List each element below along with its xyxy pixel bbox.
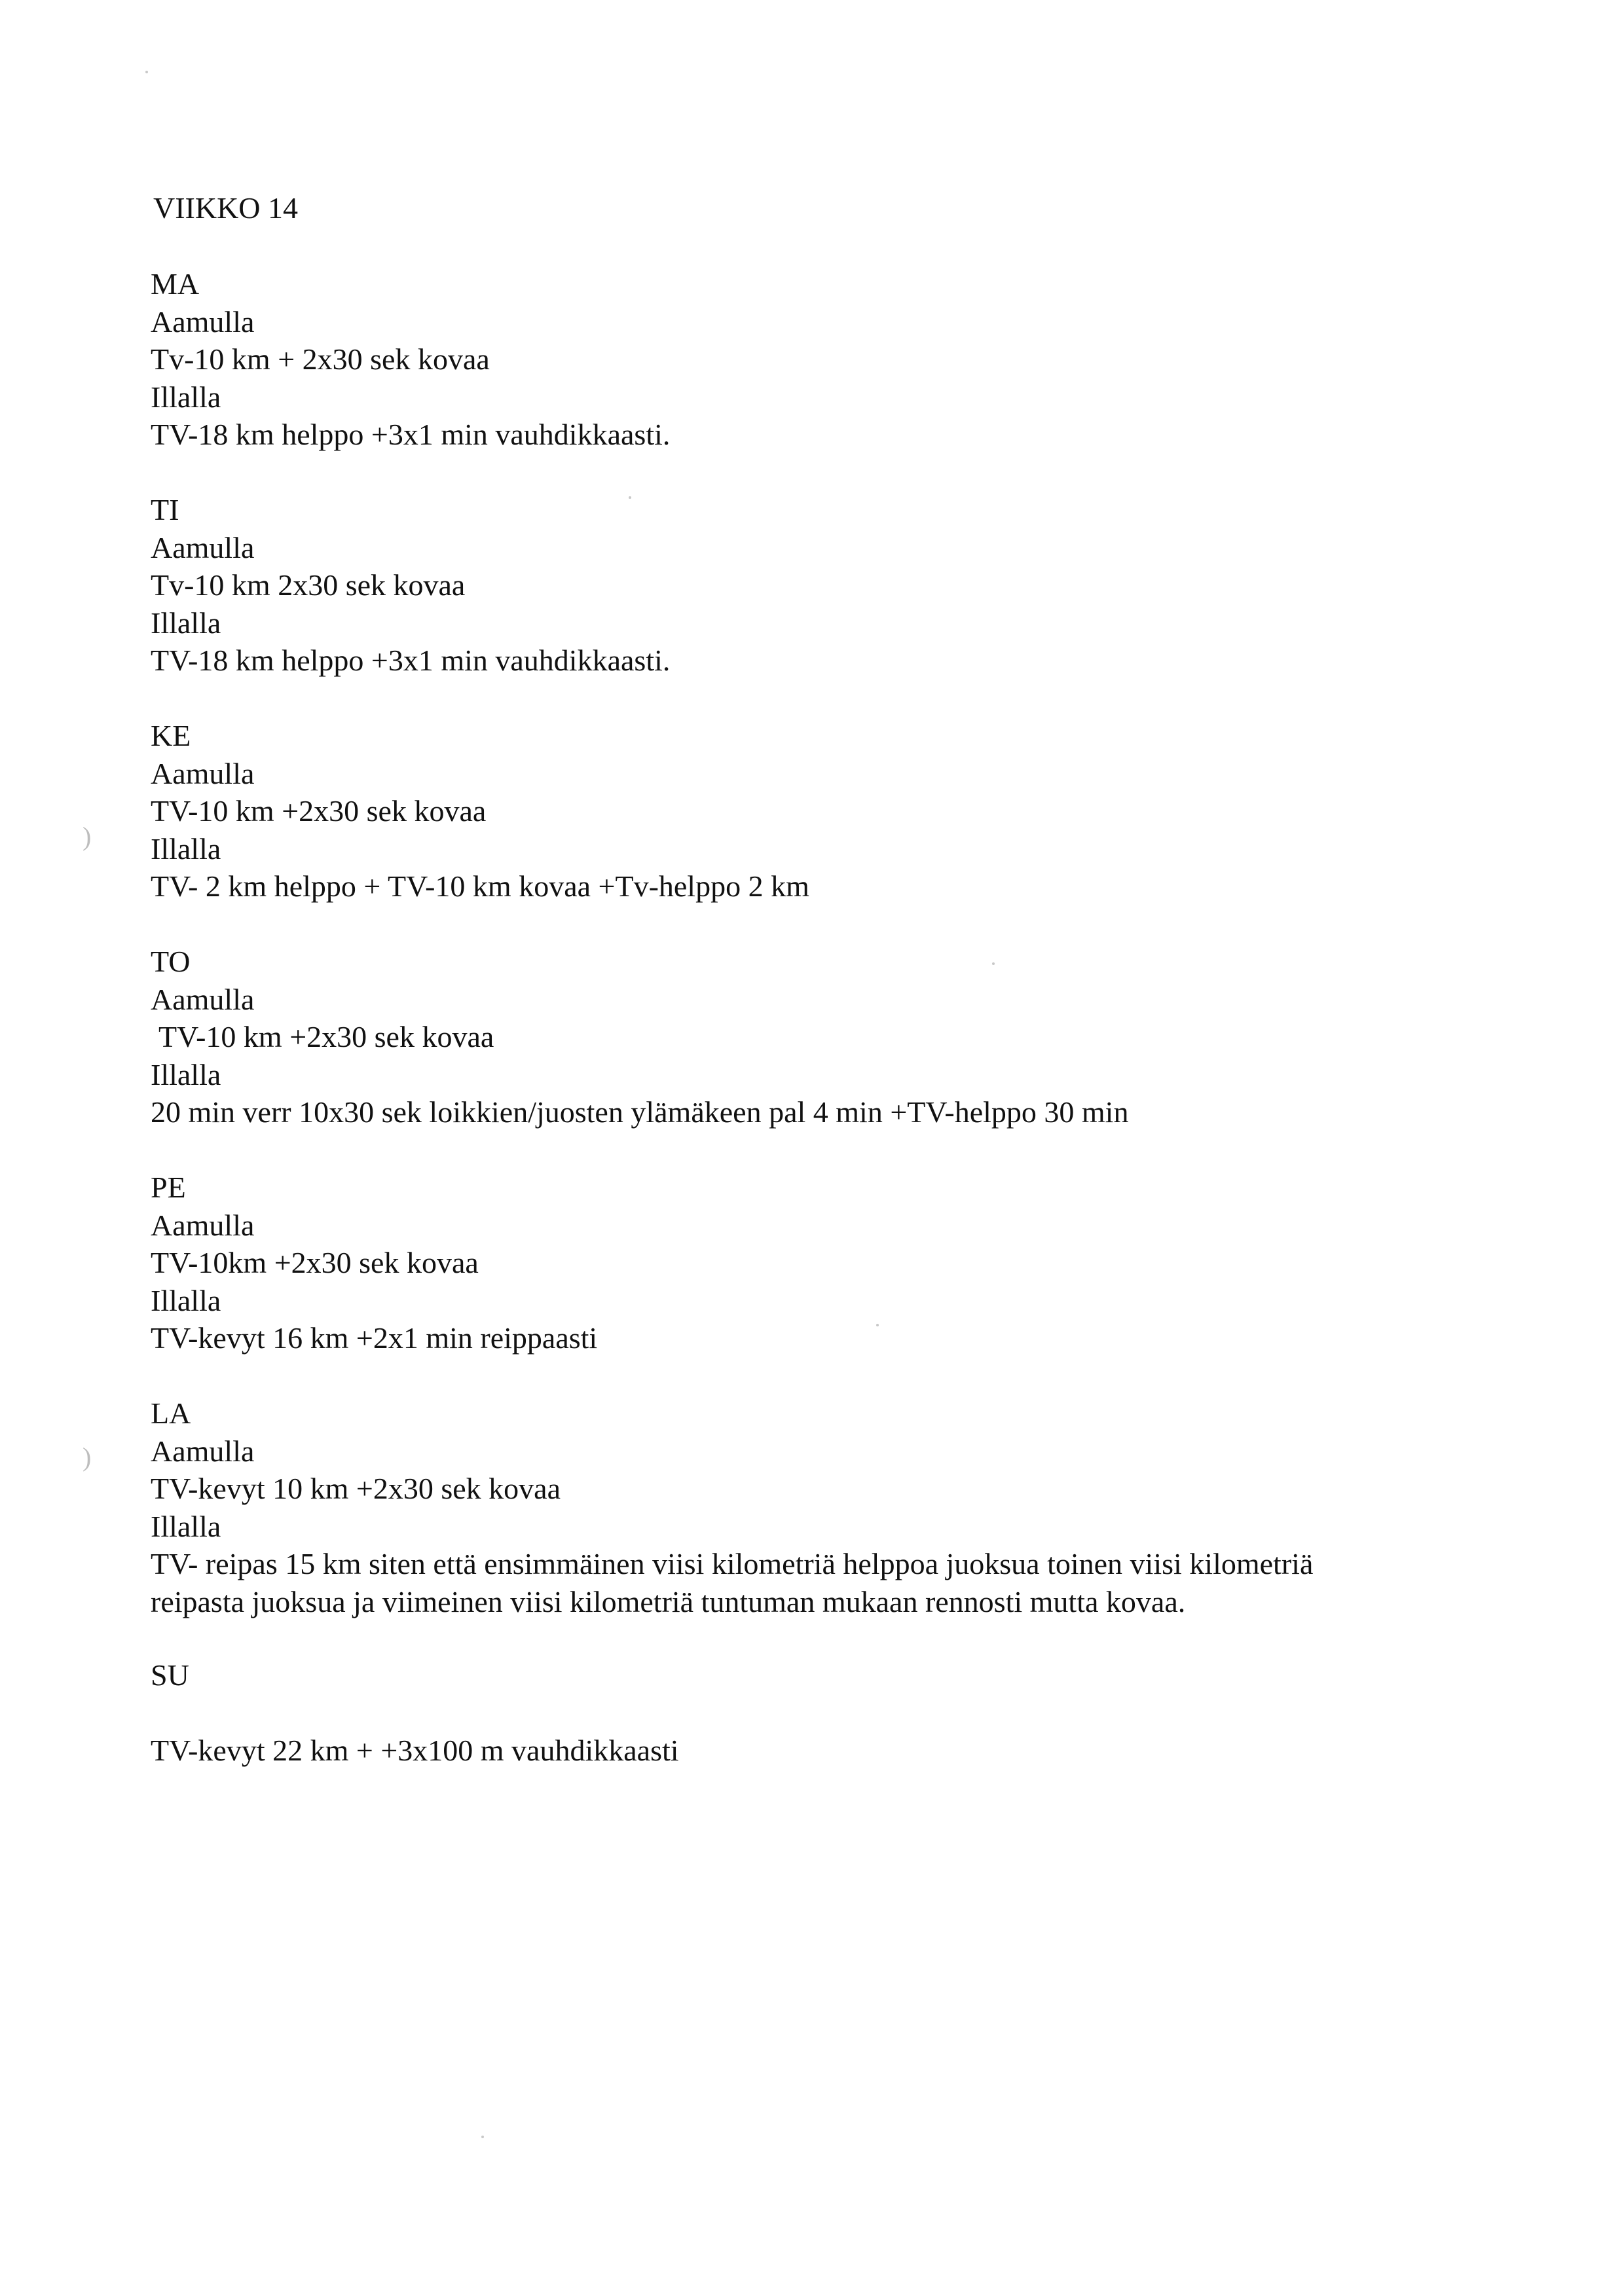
day-code: PE [151,1171,186,1204]
morning-workout: Tv-10 km 2x30 sek kovaa [151,568,466,602]
evening-workout: TV- 2 km helppo + TV-10 km kovaa +Tv-helppo 2 km [151,869,809,903]
evening-label: Illalla [151,831,221,866]
day-code: SU [151,1658,189,1692]
day-section-to [151,943,1526,1131]
day-section-ma [151,265,1526,454]
blank-line [151,1694,1526,1732]
day-section-ke [151,717,1526,905]
evening-label: Illalla [151,1509,221,1543]
evening-workout: TV-kevyt 16 km +2x1 min reippaasti [151,1321,598,1355]
day-code: TO [151,945,191,978]
margin-bracket-mark: ) [83,1442,92,1472]
scan-speck [876,1324,879,1326]
day-section-ti [151,491,1526,680]
scan-speck [629,496,631,499]
scan-speck [481,2136,484,2138]
evening-label: Illalla [151,606,221,640]
evening-label: Illalla [151,380,221,414]
morning-label: Aamulla [151,1208,255,1242]
evening-workout-line-2: reipasta juoksua ja viimeinen viisi kilometriä tuntuman mukaan rennosti mutta kovaa. [151,1584,1186,1618]
morning-label: Aamulla [151,530,255,564]
day-code: TI [151,493,179,526]
day-code: MA [151,267,200,301]
morning-label: Aamulla [151,1434,255,1468]
day-section-su [151,1656,1526,1770]
evening-workout: TV-18 km helppo +3x1 min vauhdikkaasti. [151,644,671,677]
evening-workout-line-1: TV- reipas 15 km siten että ensimmäinen viisi kilometriä helppoa juoksua toinen viisi kilometriä [151,1547,1314,1580]
morning-label: Aamulla [151,982,255,1016]
morning-label: Aamulla [151,756,255,790]
morning-workout: TV-kevyt 10 km +2x30 sek kovaa [151,1472,561,1505]
day-code: LA [151,1396,191,1430]
scan-speck [992,962,995,965]
morning-workout: TV-10 km +2x30 sek kovaa [151,794,487,828]
evening-workout: TV-18 km helppo +3x1 min vauhdikkaasti. [151,418,671,451]
evening-workout: 20 min verr 10x30 sek loikkien/juosten ylämäkeen pal 4 min +TV-helppo 30 min [151,1095,1129,1129]
workout-entry: TV-kevyt 22 km + +3x100 m vauhdikkaasti [151,1734,679,1767]
day-section-pe [151,1169,1526,1357]
morning-workout: TV-10 km +2x30 sek kovaa [158,1020,494,1053]
day-code: KE [151,719,191,752]
scan-speck [145,71,148,73]
day-section-la [151,1394,1526,1620]
margin-bracket-mark: ) [83,822,92,851]
evening-label: Illalla [151,1057,221,1091]
morning-label: Aamulla [151,304,255,338]
morning-workout: Tv-10 km + 2x30 sek kovaa [151,342,490,376]
morning-workout: TV-10km +2x30 sek kovaa [151,1246,479,1279]
document-title: VIIKKO 14 [153,191,299,225]
evening-label: Illalla [151,1283,221,1317]
